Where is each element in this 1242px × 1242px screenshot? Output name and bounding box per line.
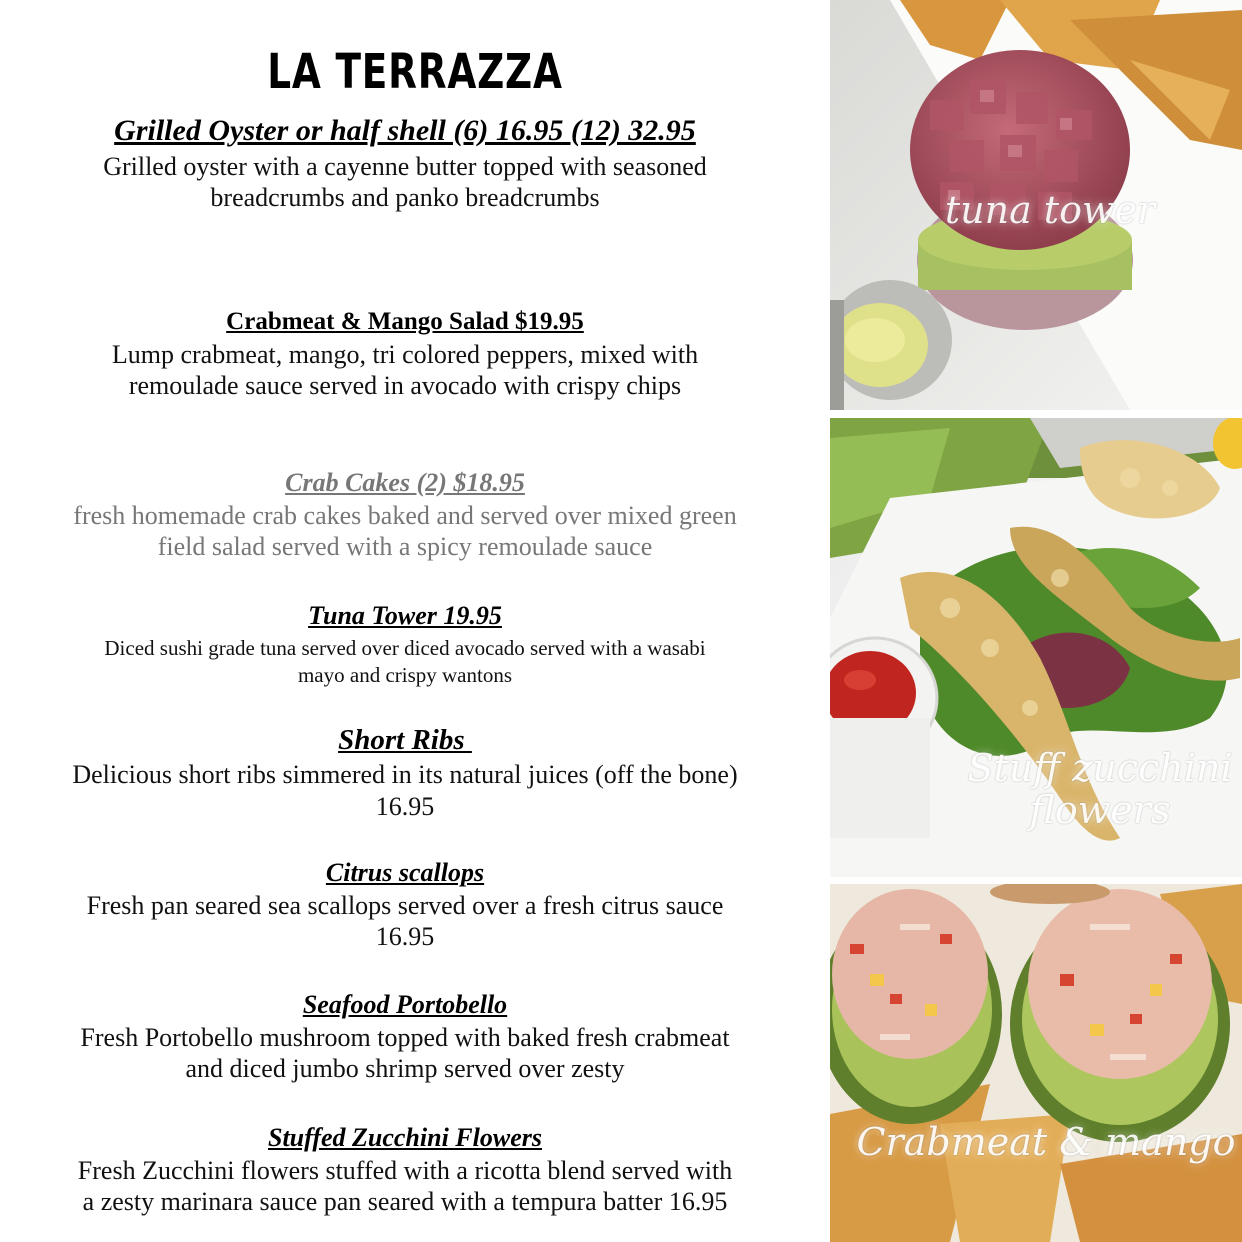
menu-item-name: Crabmeat & Mango Salad $19.95	[226, 308, 584, 335]
description-line: fresh homemade crab cakes baked and served over mixed green	[73, 500, 737, 530]
description-line: 16.95	[375, 922, 435, 952]
crabmeat-mango-image	[830, 884, 1242, 1242]
menu-item-name: Crab Cakes (2) $18.95	[285, 468, 525, 497]
menu-item-description	[20, 759, 790, 821]
description-line: breadcrumbs and panko breadcrumbs	[210, 182, 600, 212]
caption-line: flowers	[1029, 787, 1171, 832]
menu-item-description	[20, 500, 790, 562]
description-line: field salad served with a spicy remoulade sauce	[157, 532, 653, 562]
menu-item-citrus-scallops	[20, 858, 790, 952]
menu-item-description	[20, 339, 790, 401]
description-line: Diced sushi grade tuna served over diced avocado served with a wasabi	[104, 635, 706, 660]
menu-item-crab-cakes	[20, 468, 790, 562]
menu-item-description	[20, 1022, 790, 1084]
description-line: remoulade sauce served in avocado with crispy chips	[128, 370, 682, 400]
description-line: Delicious short ribs simmered in its natural juices (off the bone)	[72, 760, 738, 790]
description-line: 16.95	[375, 791, 435, 821]
zucchini-flowers-photo	[830, 418, 1242, 877]
description-line: Fresh pan seared sea scallops served over a fresh citrus sauce	[86, 890, 724, 920]
tuna-tower-caption: tuna tower	[944, 188, 1156, 232]
menu-item-name: Short Ribs	[338, 724, 472, 756]
description-line: Grilled oyster with a cayenne butter topped with seasoned	[103, 151, 707, 181]
menu-item-description	[20, 1155, 790, 1217]
menu-item-description	[20, 635, 790, 690]
zucchini-flowers-caption	[960, 748, 1240, 832]
crabmeat-mango-caption: Crabmeat & mango	[856, 1120, 1236, 1164]
caption-line: Stuff zucchini	[967, 746, 1233, 790]
menu-item-stuffed-zucchini-flowers	[20, 1123, 790, 1217]
crabmeat-mango-photo	[830, 884, 1242, 1242]
menu-item-description	[20, 151, 790, 213]
description-line: Fresh Zucchini flowers stuffed with a ricotta blend served with	[77, 1155, 733, 1185]
description-line: a zesty marinara sauce pan seared with a tempura batter 16.95	[82, 1187, 728, 1217]
menu-item-seafood-portobello	[20, 990, 790, 1084]
menu-item-description	[20, 890, 790, 952]
restaurant-title: LA TERRAZZA	[267, 44, 563, 100]
tuna-tower-photo	[830, 0, 1242, 410]
photo-column	[830, 0, 1242, 1242]
menu-item-crabmeat-mango-salad	[20, 308, 790, 401]
description-line: Fresh Portobello mushroom topped with baked fresh crabmeat	[80, 1022, 730, 1052]
menu-item-short-ribs	[20, 724, 790, 822]
description-line: mayo and crispy wantons	[297, 663, 513, 688]
menu-item-grilled-oyster	[20, 114, 790, 213]
menu-item-name: Seafood Portobello	[302, 990, 508, 1019]
description-line: and diced jumbo shrimp served over zesty	[185, 1054, 625, 1084]
menu-item-name: Stuffed Zucchini Flowers	[267, 1123, 542, 1152]
menu-item-name: Citrus scallops	[325, 858, 485, 887]
menu-item-tuna-tower	[20, 601, 790, 689]
menu-item-name: Grilled Oyster or half shell (6) 16.95 (12) 32.95	[114, 114, 696, 147]
description-line: Lump crabmeat, mango, tri colored peppers, mixed with	[111, 339, 699, 369]
menu-item-name: Tuna Tower 19.95	[308, 601, 502, 630]
